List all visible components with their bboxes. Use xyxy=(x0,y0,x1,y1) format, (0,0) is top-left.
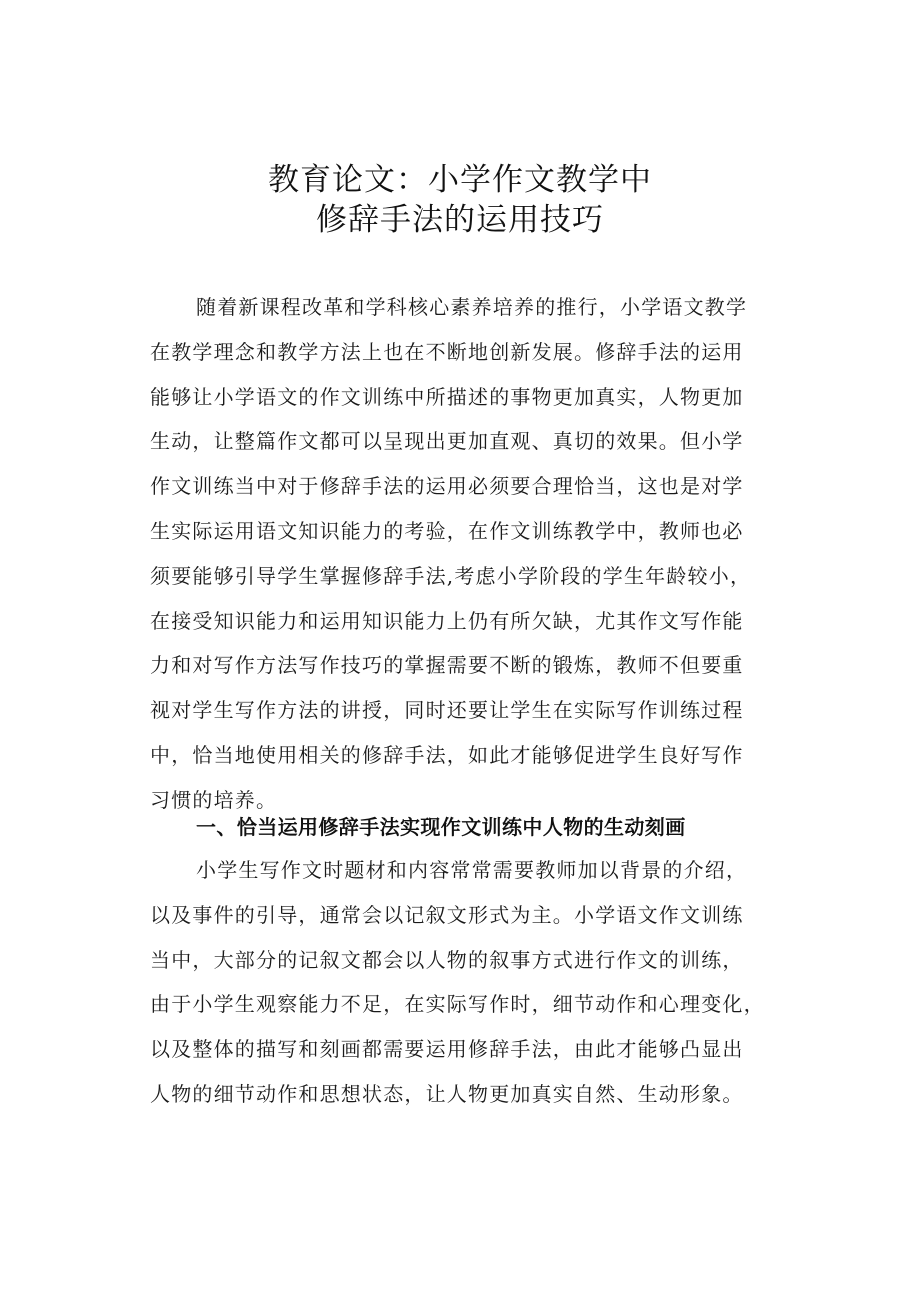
document-title-line-1: 教育论文：小学作文教学中 xyxy=(268,162,652,198)
paragraph-line: 习惯的培养。 xyxy=(150,787,278,812)
section-heading-1: 一、恰当运用修辞手法实现作文训练中人物的生动刻画 xyxy=(196,815,686,839)
paragraph-1 xyxy=(150,285,810,823)
paragraph-line: 随着新课程改革和学科核心素养培养的推行，小学语文教学 xyxy=(196,295,748,319)
paragraph-line: 在接受知识能力和运用知识能力上仍有所欠缺，尤其作文写作能 xyxy=(150,608,744,633)
paragraph-line: 视对学生写作方法的讲授，同时还要让学生在实际写作训练过程 xyxy=(150,698,744,723)
paragraph-line: 中，恰当地使用相关的修辞手法，如此才能够促进学生良好写作 xyxy=(150,742,744,767)
paragraph-line: 生动，让整篇作文都可以呈现出更加直观、真切的效果。但小学 xyxy=(150,429,744,454)
document-title-line-2: 修辞手法的运用技巧 xyxy=(316,202,604,238)
paragraph-line: 以及事件的引导，通常会以记叙文形式为主。小学语文作文训练 xyxy=(150,902,744,927)
paragraph-line: 人物的细节动作和思想状态，让人物更加真实自然、生动形象。 xyxy=(150,1081,744,1106)
paragraph-line: 由于小学生观察能力不足，在实际写作时，细节动作和心理变化， xyxy=(150,992,765,1017)
paragraph-line: 在教学理念和教学方法上也在不断地创新发展。修辞手法的运用 xyxy=(150,339,744,364)
paragraph-line: 须要能够引导学生掌握修辞手法,考虑小学阶段的学生年龄较小， xyxy=(150,563,752,588)
paragraph-line: 以及整体的描写和刻画都需要运用修辞手法，由此才能够凸显出 xyxy=(150,1037,744,1062)
paragraph-2 xyxy=(150,848,810,1117)
paragraph-line: 生实际运用语文知识能力的考验，在作文训练教学中，教师也必 xyxy=(150,518,744,543)
paragraph-line: 力和对写作方法写作技巧的掌握需要不断的锻炼，教师不但要重 xyxy=(150,653,744,678)
paragraph-line: 作文训练当中对于修辞手法的运用必须要合理恰当，这也是对学 xyxy=(150,474,744,499)
paragraph-line: 能够让小学语文的作文训练中所描述的事物更加真实，人物更加 xyxy=(150,384,744,409)
paragraph-line: 当中，大部分的记叙文都会以人物的叙事方式进行作文的训练， xyxy=(150,947,744,972)
paragraph-line: 小学生写作文时题材和内容常常需要教师加以背景的介绍， xyxy=(196,858,748,882)
